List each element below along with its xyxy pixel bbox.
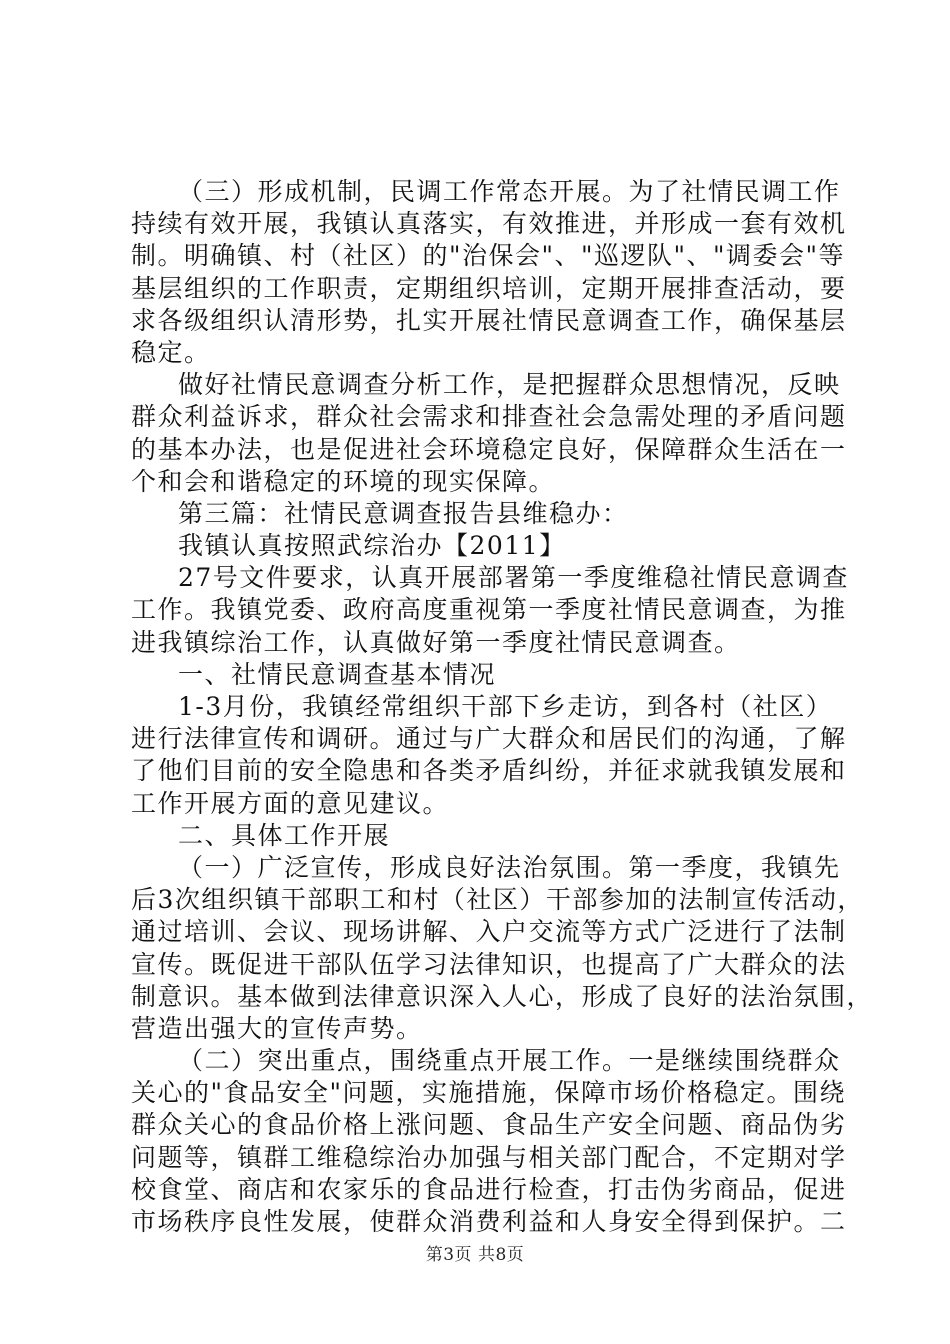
text-line: 稳定。 [131, 337, 211, 367]
text-line: 市场秩序良性发展，使群众消费利益和人身安全得到保护。二 [131, 1207, 847, 1236]
text-line: 后3次组织镇干部职工和村（社区）干部参加的法制宣传活动， [131, 885, 864, 915]
text-line: 1-3月份，我镇经常组织干部下乡走访，到各村（社区） [178, 692, 833, 721]
text-line: 做好社情民意调查分析工作，是把握群众思想情况，反映 [178, 370, 841, 400]
text-line: 工作开展方面的意见建议。 [131, 788, 450, 818]
text-line: 营造出强大的宣传声势。 [131, 1013, 423, 1043]
page-footer: 第3页 共8页 [425, 1245, 525, 1265]
text-line: 基层组织的工作职责，定期组织培训，定期开展排查活动，要 [131, 273, 847, 303]
text-line: 27号文件要求，认真开展部署第一季度维稳社情民意调查 [178, 563, 849, 593]
text-line: 通过培训、会议、现场讲解、入户交流等方式广泛进行了法制 [131, 917, 847, 947]
text-line: 进我镇综治工作，认真做好第一季度社情民意调查。 [131, 627, 741, 657]
text-line: 制意识。基本做到法律意识深入人心，形成了良好的法治氛围， [131, 981, 874, 1011]
text-line: 群众利益诉求，群众社会需求和排查社会急需处理的矛盾问题 [131, 402, 847, 432]
text-line: 进行法律宣传和调研。通过与广大群众和居民们的沟通，了解 [131, 724, 847, 754]
text-line: 工作。我镇党委、政府高度重视第一季度社情民意调查，为推 [131, 595, 847, 625]
text-line: 的基本办法，也是促进社会环境稳定良好，保障群众生活在一 [131, 434, 847, 464]
text-line: 持续有效开展，我镇认真落实，有效推进，并形成一套有效机 [131, 209, 847, 239]
document-body [131, 176, 874, 1238]
text-line: 关心的"食品安全"问题，实施措施，保障市场价格稳定。围绕 [131, 1078, 847, 1108]
text-line: 求各级组织认清形势，扎实开展社情民意调查工作，确保基层 [131, 305, 847, 335]
text-line: （二）突出重点，围绕重点开展工作。一是继续围绕群众 [178, 1046, 841, 1076]
text-line: （一）广泛宣传，形成良好法治氛围。第一季度，我镇先 [178, 852, 841, 882]
text-line: 了他们目前的安全隐患和各类矛盾纠纷，并征求就我镇发展和 [131, 756, 847, 786]
text-line: 宣传。既促进干部队伍学习法律知识，也提高了广大群众的法 [131, 949, 847, 979]
text-line: 制。明确镇、村（社区）的"治保会"、"巡逻队"、"调委会"等 [131, 241, 845, 271]
text-line: 个和会和谐稳定的环境的现实保障。 [131, 466, 556, 496]
text-line: 第三篇：社情民意调查报告县维稳办： [178, 498, 629, 528]
text-line: 群众关心的食品价格上涨问题、食品生产安全问题、商品伪劣 [131, 1110, 847, 1140]
text-line: 一、社情民意调查基本情况 [178, 659, 497, 689]
text-line: 校食堂、商店和农家乐的食品进行检查，打击伪劣商品，促进 [131, 1174, 847, 1204]
text-line: 二、具体工作开展 [178, 820, 391, 850]
text-line: 问题等，镇群工维稳综治办加强与相关部门配合，不定期对学 [131, 1142, 847, 1172]
text-line: （三）形成机制，民调工作常态开展。为了社情民调工作 [178, 177, 841, 206]
text-line: 我镇认真按照武综治办【2011】 [178, 531, 566, 561]
